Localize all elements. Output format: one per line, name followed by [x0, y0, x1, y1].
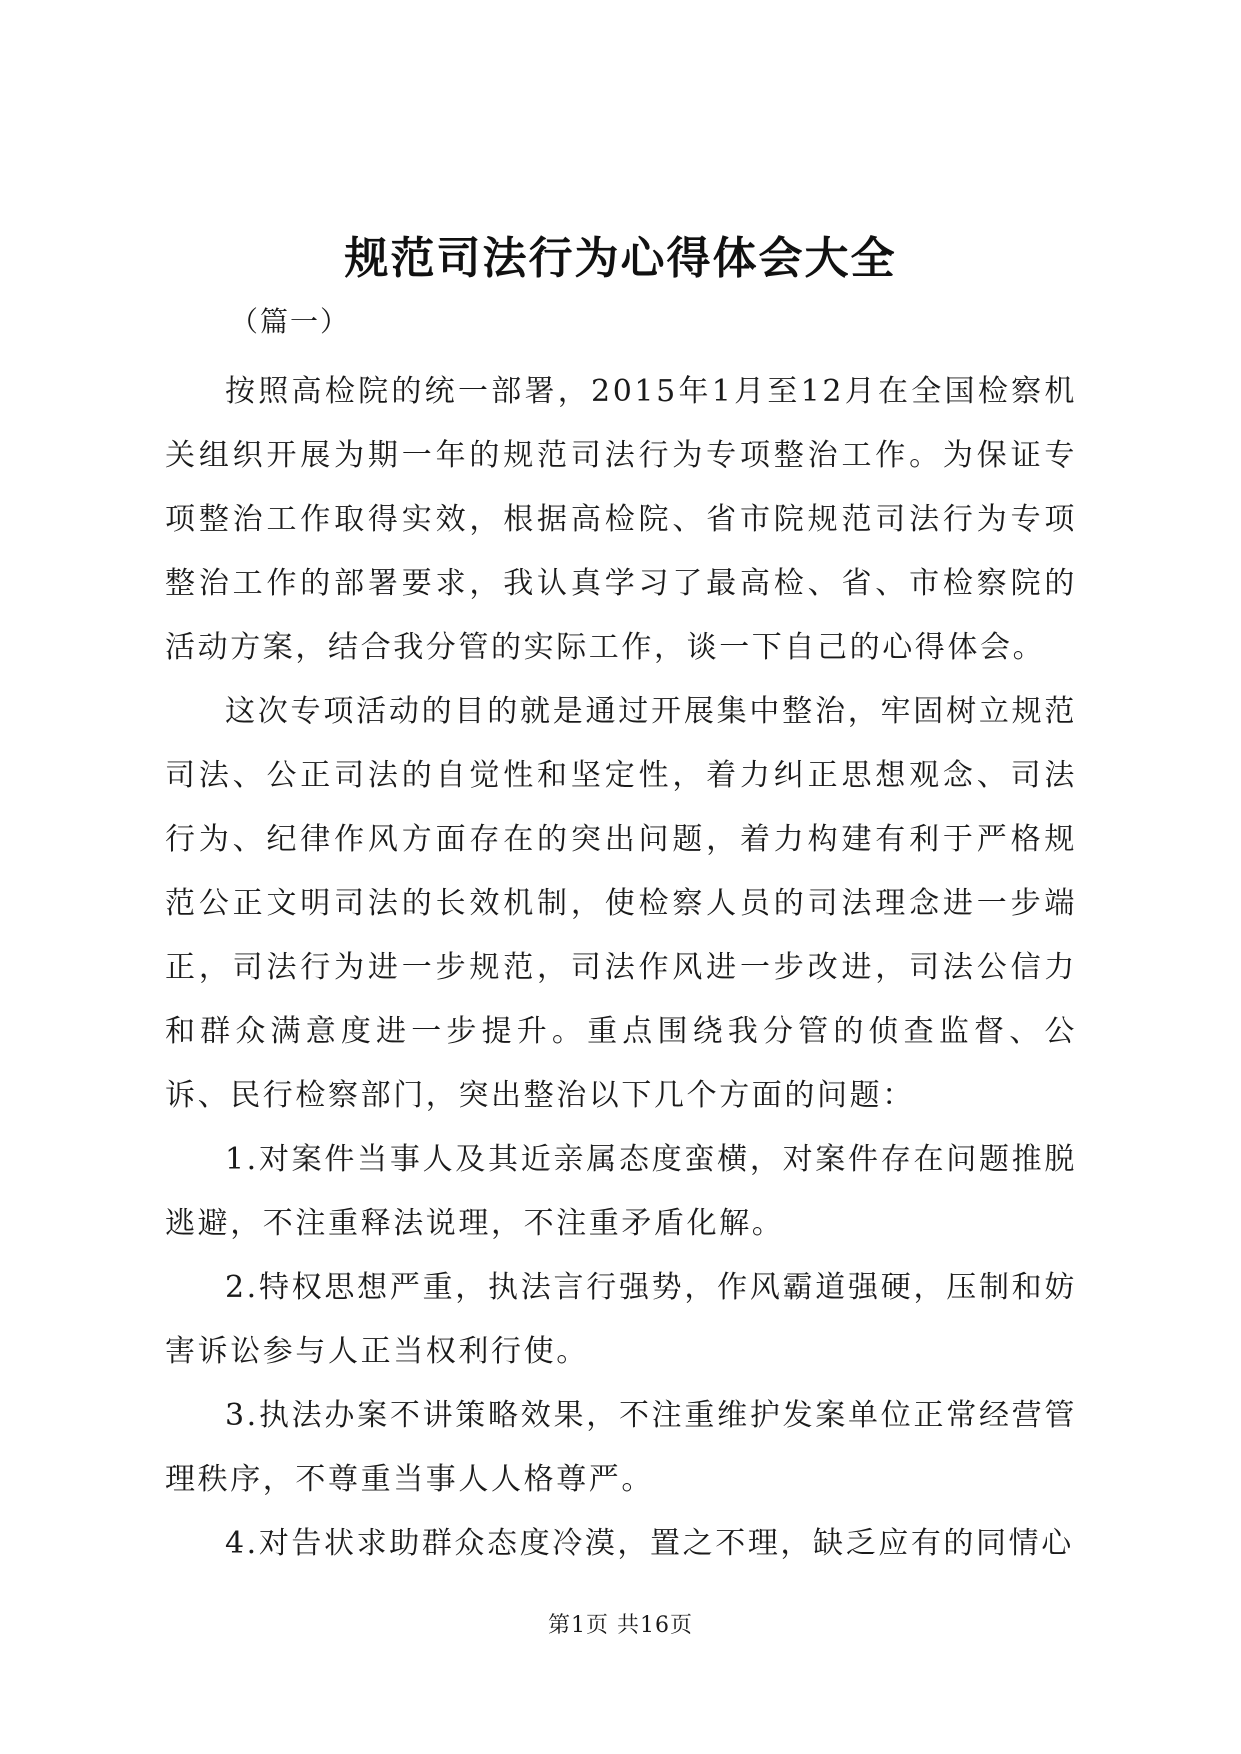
section-label: （篇一）: [230, 305, 351, 338]
list-item: 3.执法办案不讲策略效果，不注重维护发案单位正常经营管理秩序，不尊重当事人人格尊严。: [165, 1398, 1077, 1497]
document-title: 规范司法行为心得体会大全: [344, 233, 897, 284]
list-item: 2.特权思想严重，执法言行强势，作风霸道强硬，压制和妨害诉讼参与人正当权利行使。: [165, 1270, 1077, 1369]
paragraph: 按照高检院的统一部署，2015年1月至12月在全国检察机关组织开展为期一年的规范司法行为专项整治工作。为保证专项整治工作取得实效，根据高检院、省市院规范司法行为专项整治工作的部署要求，我认真学习了最高检、省、市检察院的活动方案，结合我分管的实际工作，谈一下自己的心得体会。: [165, 374, 1077, 665]
page-footer: 第1页 共16页: [548, 1613, 693, 1638]
list-item: 4.对告状求助群众态度冷漠，置之不理，缺乏应有的同情心: [225, 1526, 1074, 1561]
paragraph: 这次专项活动的目的就是通过开展集中整治，牢固树立规范司法、公正司法的自觉性和坚定性，着力纠正思想观念、司法行为、纪律作风方面存在的突出问题，着力构建有利于严格规范公正文明司法的长效机制，使检察人员的司法理念进一步端正，司法行为进一步规范，司法作风进一步改进，司法公信力和群众满意度进一步提升。重点围绕我分管的侦查监督、公诉、民行检察部门，突出整治以下几个方面的问题：: [165, 694, 1077, 1113]
list-item: 1.对案件当事人及其近亲属态度蛮横，对案件存在问题推脱逃避，不注重释法说理，不注重矛盾化解。: [165, 1142, 1077, 1241]
document-body: [165, 360, 1077, 1576]
